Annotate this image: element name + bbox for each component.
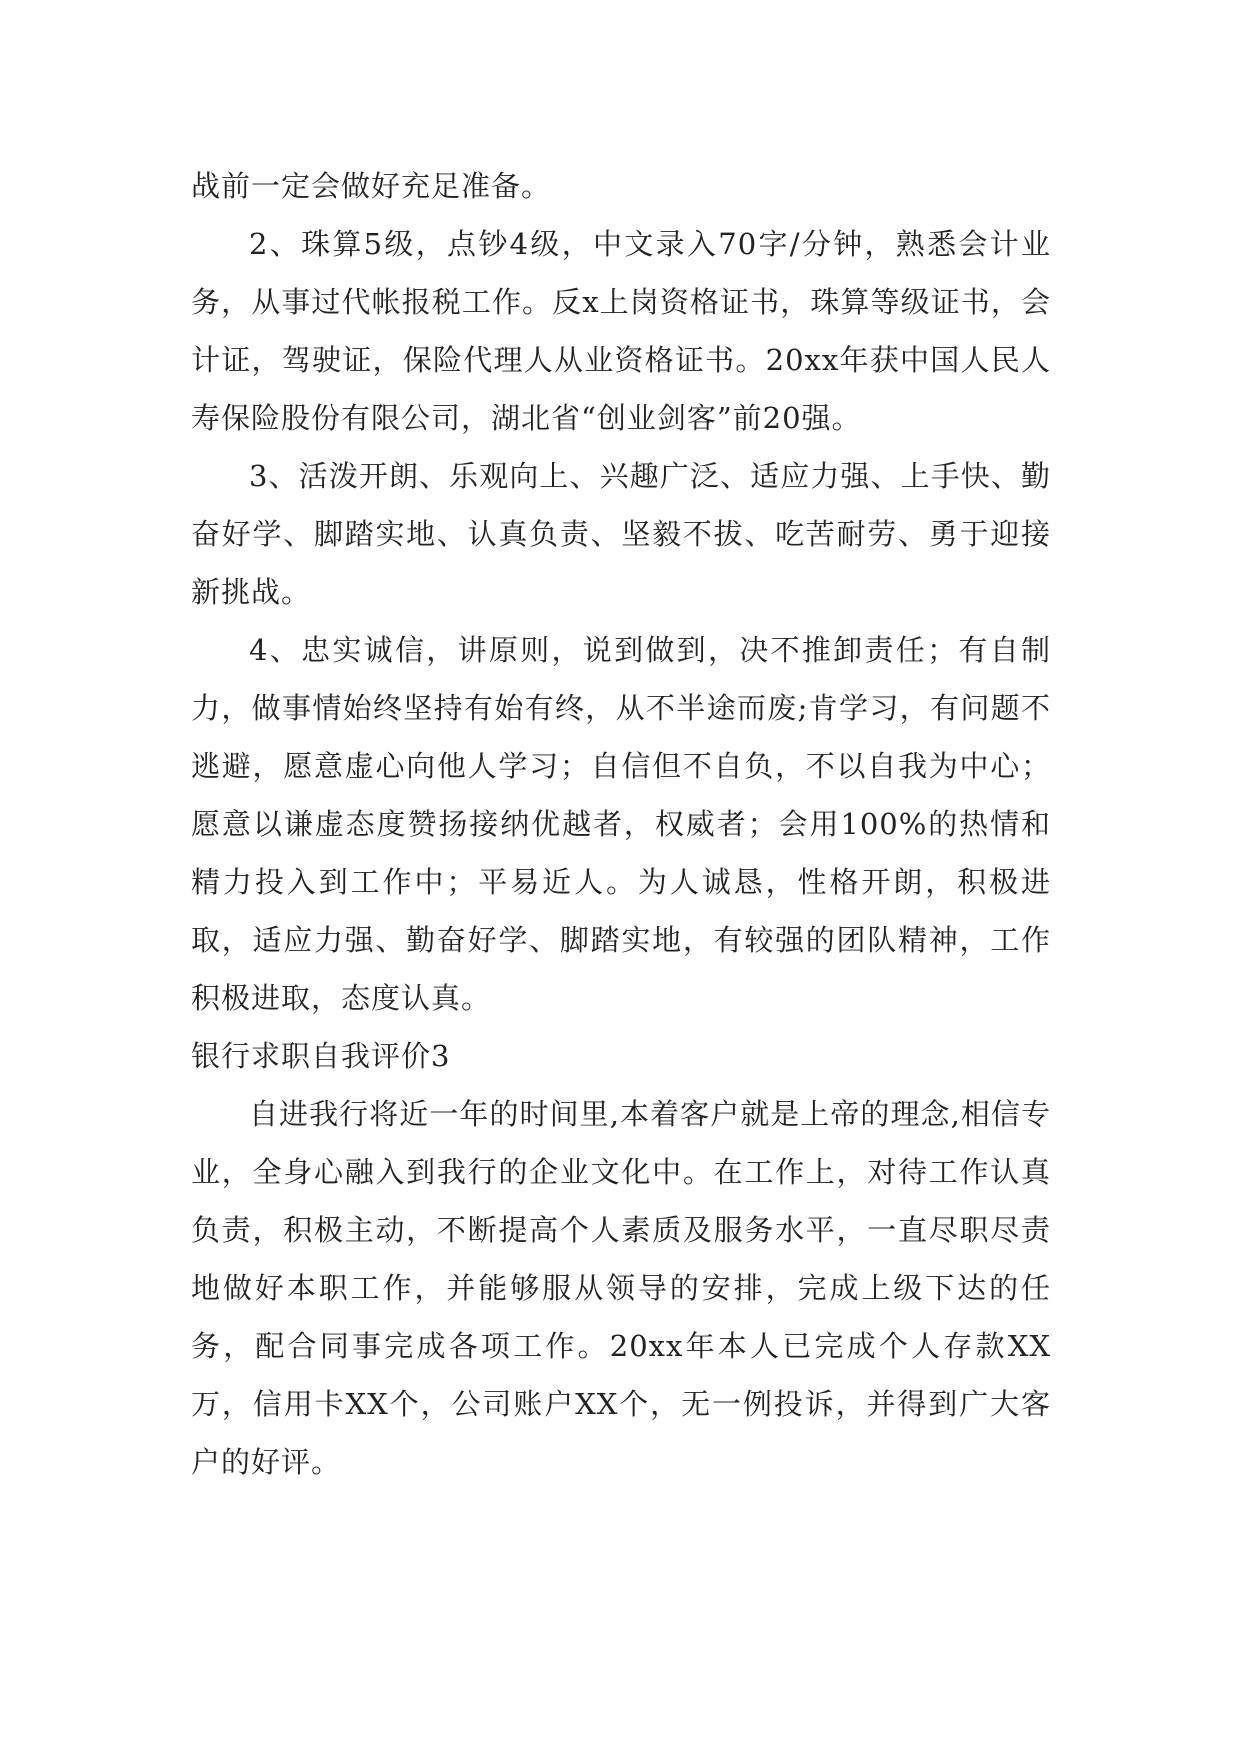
paragraph-continuation: 战前一定会做好充足准备。 xyxy=(191,169,552,203)
paragraph-item-4: 4、忠实诚信，讲原则，说到做到，决不推卸责任；有自制力，做事情始终坚持有始有终，从不半途而废;肯学习，有问题不逃避，愿意虚心向他人学习；自信但不自负，不以自我为中心；愿意以谦虚态度赞扬接纳优越者，权威者；会用100%的热情和精力投入到工作中；平易近人。为人诚恳，性格开朗，积极进取，适应力强、勤奋好学、脚踏实地，有较强的团队精神，工作积极进取，态度认真。 xyxy=(191,633,1051,1015)
paragraph-item-3: 3、活泼开朗、乐观向上、兴趣广泛、适应力强、上手快、勤奋好学、脚踏实地、认真负责、坚毅不拔、吃苦耐劳、勇于迎接新挑战。 xyxy=(191,459,1051,609)
document-body xyxy=(191,157,1051,1491)
section-paragraph: 自进我行将近一年的时间里,本着客户就是上帝的理念,相信专业，全身心融入到我行的企业文化中。在工作上，对待工作认真负责，积极主动，不断提高个人素质及服务水平，一直尽职尽责地做好本职工作，并能够服从领导的安排，完成上级下达的任务，配合同事完成各项工作。20xx年本人已完成个人存款XX万，信用卡XX个，公司账户XX个，无一例投诉，并得到广大客户的好评。 xyxy=(191,1097,1051,1479)
section-heading: 银行求职自我评价3 xyxy=(191,1039,451,1073)
paragraph-item-2: 2、珠算5级，点钞4级，中文录入70字/分钟，熟悉会计业务，从事过代帐报税工作。反x上岗资格证书，珠算等级证书，会计证，驾驶证，保险代理人从业资格证书。20xx年获中国人民人寿保险股份有限公司，湖北省“创业剑客”前20强。 xyxy=(191,227,1051,435)
